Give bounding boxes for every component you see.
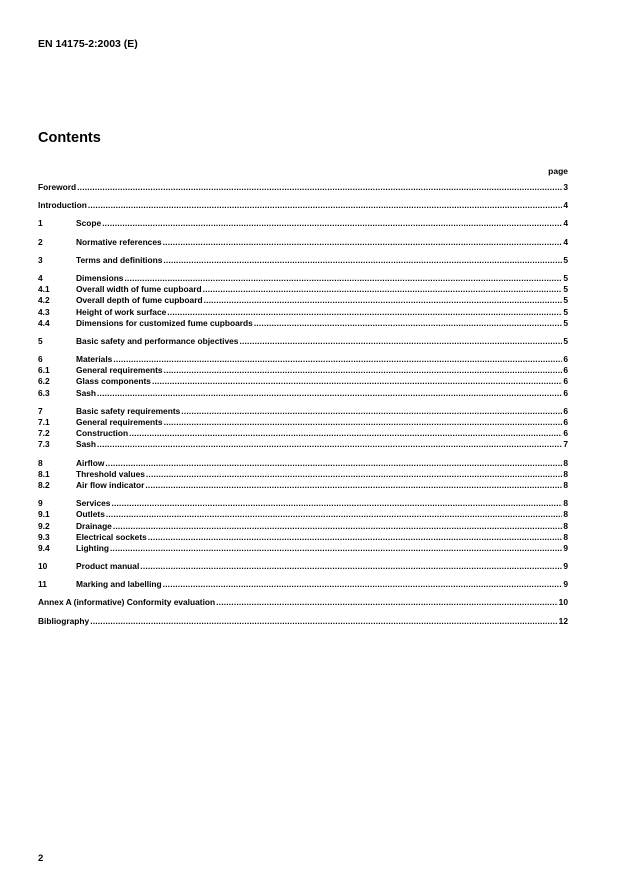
toc-entry-label: Normative references (76, 236, 162, 247)
toc-dot-leader (97, 388, 562, 399)
toc-entry[interactable] (38, 417, 568, 428)
toc-entry-page: 6 (563, 417, 568, 427)
toc-entry-page: 6 (563, 387, 568, 398)
page-title: Contents (38, 130, 101, 146)
toc-entry[interactable] (38, 354, 568, 365)
toc-entry[interactable] (38, 597, 568, 608)
toc-entry-label: Airflow (76, 457, 105, 468)
toc-entry-page: 6 (563, 428, 568, 439)
toc-dot-leader (146, 469, 562, 480)
toc-entry-page: 8 (563, 509, 568, 520)
toc-entry[interactable] (38, 200, 568, 211)
toc-entry[interactable] (38, 543, 568, 554)
toc-entry-page: 6 (563, 376, 568, 387)
toc-entry-number: 8.1 (38, 468, 50, 479)
toc-dot-leader (203, 284, 563, 295)
toc-entry-label: Product manual (76, 561, 140, 572)
toc-entry[interactable] (38, 284, 568, 295)
toc-entry[interactable] (38, 509, 568, 520)
toc-entry[interactable] (38, 616, 568, 627)
toc-entry-label: Overall depth of fume cupboard (76, 295, 203, 306)
toc-entry-page: 6 (563, 365, 568, 376)
toc-dot-leader (163, 255, 562, 266)
toc-entry[interactable] (38, 388, 568, 399)
toc-entry-label: Marking and labelling (76, 579, 162, 590)
toc-dot-leader (204, 295, 563, 306)
toc-entry-label: Threshold values (76, 468, 145, 479)
toc-entry-page: 3 (563, 182, 568, 192)
toc-entry-page: 5 (563, 317, 568, 328)
document-id: EN 14175-2:2003 (E) (38, 38, 138, 50)
toc-entry-number: 9.4 (38, 542, 50, 553)
toc-dot-leader (88, 200, 562, 211)
toc-entry-label: General requirements (76, 417, 163, 427)
toc-entry-page: 8 (563, 520, 568, 531)
toc-dot-leader (152, 376, 562, 387)
toc-entry-number: 10 (38, 561, 48, 572)
toc-entry[interactable] (38, 406, 568, 417)
toc-entry-page: 9 (563, 561, 568, 572)
toc-entry-number: 9.2 (38, 520, 50, 531)
toc-entry-page: 5 (563, 284, 568, 295)
toc-dot-leader (216, 597, 558, 608)
toc-entry[interactable] (38, 579, 568, 590)
toc-dot-leader (163, 579, 563, 590)
toc-entry-label: Height of work surface (76, 306, 167, 317)
toc-entry[interactable] (38, 561, 568, 572)
toc-dot-leader (106, 509, 562, 520)
toc-entry[interactable] (38, 532, 568, 543)
toc-entry-number: 6.2 (38, 376, 50, 387)
toc-entry-number: 6 (38, 354, 43, 365)
toc-entry-page: 5 (563, 295, 568, 306)
toc-entry-number: 8 (38, 457, 43, 468)
toc-entry[interactable] (38, 428, 568, 439)
toc-entry-number: 2 (38, 236, 43, 247)
toc-dot-leader (124, 273, 562, 284)
toc-entry-label: Air flow indicator (76, 479, 145, 490)
toc-entry-label: Bibliography (38, 615, 90, 626)
toc-entry-label: Introduction (38, 200, 87, 211)
toc-entry-page: 6 (563, 405, 568, 416)
toc-entry[interactable] (38, 237, 568, 248)
toc-dot-leader (164, 417, 563, 428)
toc-entry[interactable] (38, 521, 568, 532)
toc-entry-label: Sash (76, 387, 97, 398)
toc-entry-label: Dimensions (76, 272, 124, 283)
toc-dot-leader (148, 532, 563, 543)
toc-entry[interactable] (38, 439, 568, 450)
toc-entry[interactable] (38, 307, 568, 318)
toc-entry-number: 7.2 (38, 428, 50, 439)
toc-entry-page: 9 (563, 542, 568, 553)
toc-entry-number: 3 (38, 254, 43, 265)
toc-entry-page: 8 (563, 531, 568, 542)
toc-entry-page: 4 (563, 200, 568, 211)
toc-entry-label: Electrical sockets (76, 531, 147, 542)
toc-dot-leader (164, 365, 563, 376)
toc-entry-page: 5 (563, 254, 568, 265)
toc-entry-page: 12 (558, 615, 568, 626)
toc-entry-number: 6.3 (38, 387, 50, 398)
toc-entry[interactable] (38, 498, 568, 509)
toc-dot-leader (90, 616, 557, 627)
toc-entry[interactable] (38, 255, 568, 266)
toc-entry-page: 8 (563, 498, 568, 509)
toc-entry-label: Sash (76, 439, 97, 450)
toc-entry-page: 8 (563, 468, 568, 479)
toc-entry-number: 7.3 (38, 439, 50, 450)
toc-entry-label: Scope (76, 218, 102, 229)
toc-entry-number: 8.2 (38, 479, 50, 490)
toc-entry[interactable] (38, 458, 568, 469)
toc-entry[interactable] (38, 318, 568, 329)
toc-dot-leader (110, 543, 562, 554)
toc-entry-page: 5 (563, 272, 568, 283)
toc-entry-label: Basic safety and performance objectives (76, 335, 239, 346)
toc-dot-leader (167, 307, 562, 318)
toc-entry-number: 4.3 (38, 306, 50, 317)
page-column-label: page (548, 166, 568, 176)
toc-entry-number: 9.1 (38, 509, 50, 520)
toc-entry-number: 4 (38, 272, 43, 283)
toc-entry-number: 9 (38, 498, 43, 509)
toc-entry-label: Glass components (76, 376, 151, 387)
toc-entry-number: 4.2 (38, 295, 50, 306)
toc-dot-leader (97, 439, 562, 450)
toc-entry-number: 4.1 (38, 284, 50, 295)
toc-entry-label: Lighting (76, 542, 110, 553)
toc-entry[interactable] (38, 376, 568, 387)
toc-dot-leader (163, 237, 563, 248)
toc-entry-page: 5 (563, 306, 568, 317)
toc-dot-leader (254, 318, 562, 329)
toc-entry-label: Drainage (76, 520, 112, 531)
toc-dot-leader (239, 336, 562, 347)
toc-entry-number: 5 (38, 335, 43, 346)
toc-entry-page: 6 (563, 354, 568, 365)
toc-entry-label: Dimensions for customized fume cupboards (76, 317, 253, 328)
toc-entry-page: 4 (563, 236, 568, 247)
toc-entry-number: 9.3 (38, 531, 50, 542)
toc-entry[interactable] (38, 365, 568, 376)
toc-dot-leader (113, 521, 562, 532)
toc-dot-leader (105, 458, 562, 469)
toc-entry[interactable] (38, 480, 568, 491)
table-of-contents (38, 182, 568, 627)
toc-dot-leader (129, 428, 562, 439)
toc-dot-leader (77, 182, 562, 193)
toc-entry[interactable] (38, 273, 568, 284)
toc-entry-label: Annex A (informative) Conformity evaluation (38, 597, 216, 608)
toc-entry-label: Services (76, 498, 111, 509)
toc-entry-number: 4.4 (38, 317, 50, 328)
toc-entry-number: 1 (38, 218, 43, 229)
toc-entry-number: 7 (38, 405, 43, 416)
toc-entry-label: Basic safety requirements (76, 405, 181, 416)
toc-entry[interactable] (38, 469, 568, 480)
toc-dot-leader (111, 498, 562, 509)
toc-entry-label: General requirements (76, 365, 163, 376)
toc-entry[interactable] (38, 336, 568, 347)
toc-entry-page: 4 (563, 218, 568, 229)
toc-entry-label: Terms and definitions (76, 254, 163, 265)
toc-entry-label: Construction (76, 428, 129, 439)
toc-dot-leader (102, 218, 562, 229)
toc-entry-page: 8 (563, 479, 568, 490)
toc-entry[interactable] (38, 218, 568, 229)
toc-entry-label: Materials (76, 354, 113, 365)
toc-entry-number: 11 (38, 579, 47, 590)
toc-dot-leader (145, 480, 562, 491)
toc-entry[interactable] (38, 295, 568, 306)
toc-entry-number: 7.1 (38, 417, 50, 427)
toc-entry-label: Foreword (38, 182, 77, 192)
toc-entry-page: 10 (558, 597, 568, 608)
toc-entry-page: 7 (563, 439, 568, 450)
toc-entry-label: Outlets (76, 509, 105, 520)
toc-dot-leader (113, 354, 562, 365)
toc-entry-page: 5 (563, 335, 568, 346)
toc-entry-label: Overall width of fume cupboard (76, 284, 202, 295)
toc-entry-page: 8 (563, 457, 568, 468)
toc-entry[interactable] (38, 182, 568, 193)
toc-entry-page: 9 (563, 579, 568, 590)
toc-dot-leader (140, 561, 562, 572)
toc-entry-number: 6.1 (38, 365, 50, 376)
toc-dot-leader (181, 406, 562, 417)
page-number: 2 (38, 853, 44, 864)
